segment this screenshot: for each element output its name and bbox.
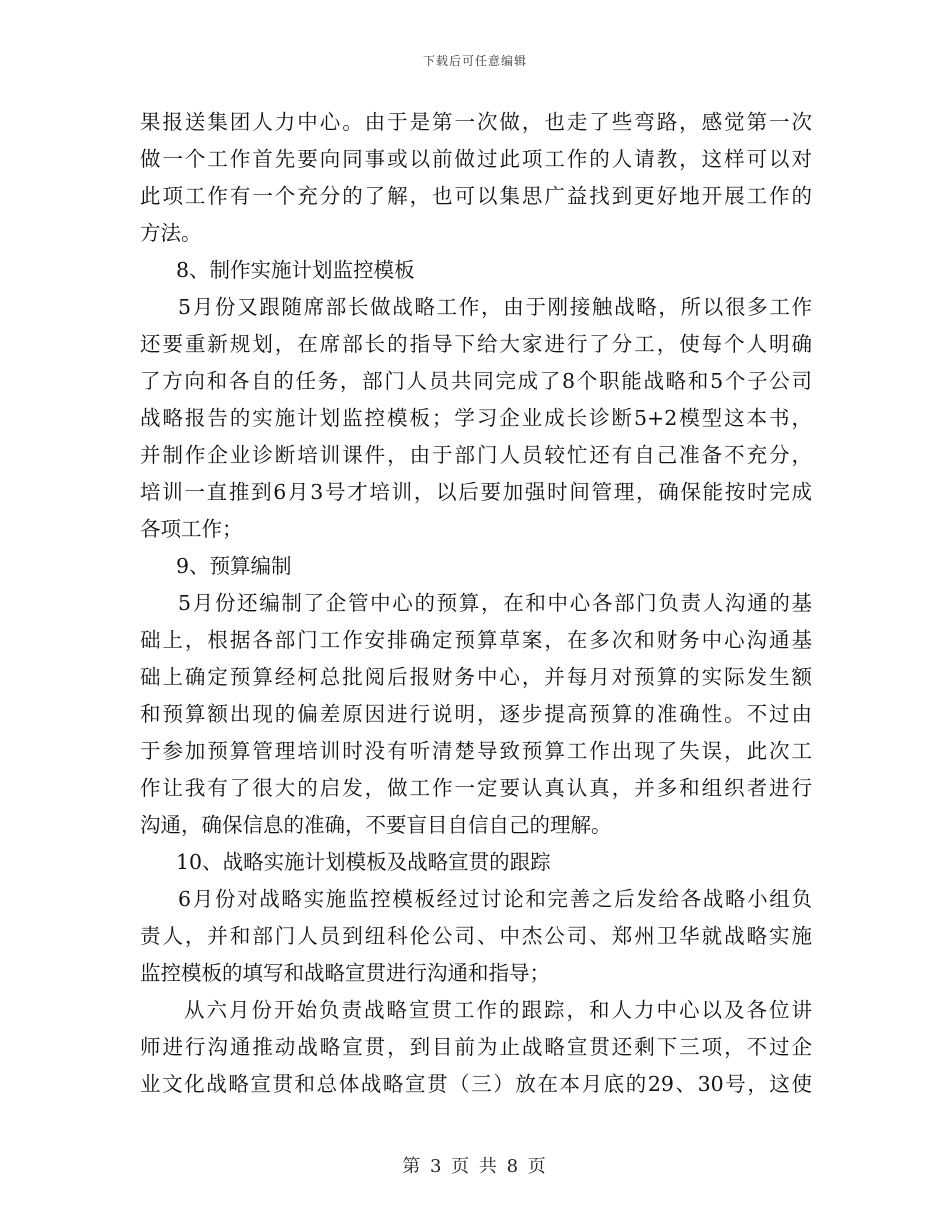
text-line: 还要重新规划，在席部长的指导下给大家进行了分工，使每个人明确 [140, 332, 812, 356]
text-line: 础上确定预算经柯总批阅后报财务中心，并每月对预算的实际发生额 [140, 665, 812, 689]
text-line: 5月份还编制了企管中心的预算，在和中心各部门负责人沟通的基 [178, 591, 812, 615]
page-header: 下载后可任意编辑 [422, 54, 527, 68]
text-line: 并制作企业诊断培训课件，由于部门人员较忙还有自己准备不充分， [140, 443, 812, 467]
text-line: 5月份又跟随席部长做战略工作，由于刚接触战略，所以很多工作 [178, 295, 812, 319]
text-line: 6月份对战略实施监控模板经过讨论和完善之后发给各战略小组负 [178, 887, 812, 911]
text-line: 此项工作有一个充分的了解，也可以集思广益找到更好地开展工作的 [140, 184, 812, 208]
text-line: 果报送集团人力中心。由于是第一次做，也走了些弯路，感觉第一次 [140, 110, 812, 134]
text-line: 础上，根据各部门工作安排确定预算草案，在多次和财务中心沟通基 [140, 628, 812, 652]
text-line: 作让我有了很大的启发，做工作一定要认真认真，并多和组织者进行 [140, 776, 812, 800]
text-line: 培训一直推到6月3号才培训，以后要加强时间管理，确保能按时完成 [140, 480, 812, 504]
text-line: 战略报告的实施计划监控模板；学习企业成长诊断5+2模型这本书， [140, 406, 812, 430]
page-number-footer: 第 3 页 共 8 页 [402, 1156, 548, 1177]
section-heading: 9、预算编制 [176, 554, 292, 578]
text-line: 了方向和各自的任务，部门人员共同完成了8个职能战略和5个子公司 [140, 369, 812, 393]
text-line: 从六月份开始负责战略宣贯工作的跟踪，和人力中心以及各位讲 [184, 998, 812, 1022]
text-line: 各项工作； [140, 517, 243, 541]
text-line: 于参加预算管理培训时没有听清楚导致预算工作出现了失误，此次工 [140, 739, 812, 763]
text-line: 和预算额出现的偏差原因进行说明，逐步提高预算的准确性。不过由 [140, 702, 812, 726]
text-line: 方法。 [140, 221, 202, 245]
text-line: 师进行沟通推动战略宣贯，到目前为止战略宣贯还剩下三项，不过企 [140, 1035, 812, 1059]
document-body [140, 104, 812, 1103]
section-heading: 10、战略实施计划模板及战略宣贯的跟踪 [176, 850, 551, 874]
text-line: 沟通，确保信息的准确，不要盲目自信自己的理解。 [140, 813, 612, 837]
text-line: 业文化战略宣贯和总体战略宣贯（三）放在本月底的29、30号，这使 [140, 1072, 812, 1096]
text-line: 做一个工作首先要向同事或以前做过此项工作的人请教，这样可以对 [140, 147, 812, 171]
text-line: 责人，并和部门人员到纽科伦公司、中杰公司、郑州卫华就战略实施 [140, 924, 812, 948]
section-heading: 8、制作实施计划监控模板 [176, 258, 415, 282]
text-line: 监控模板的填写和战略宣贯进行沟通和指导； [140, 961, 550, 985]
